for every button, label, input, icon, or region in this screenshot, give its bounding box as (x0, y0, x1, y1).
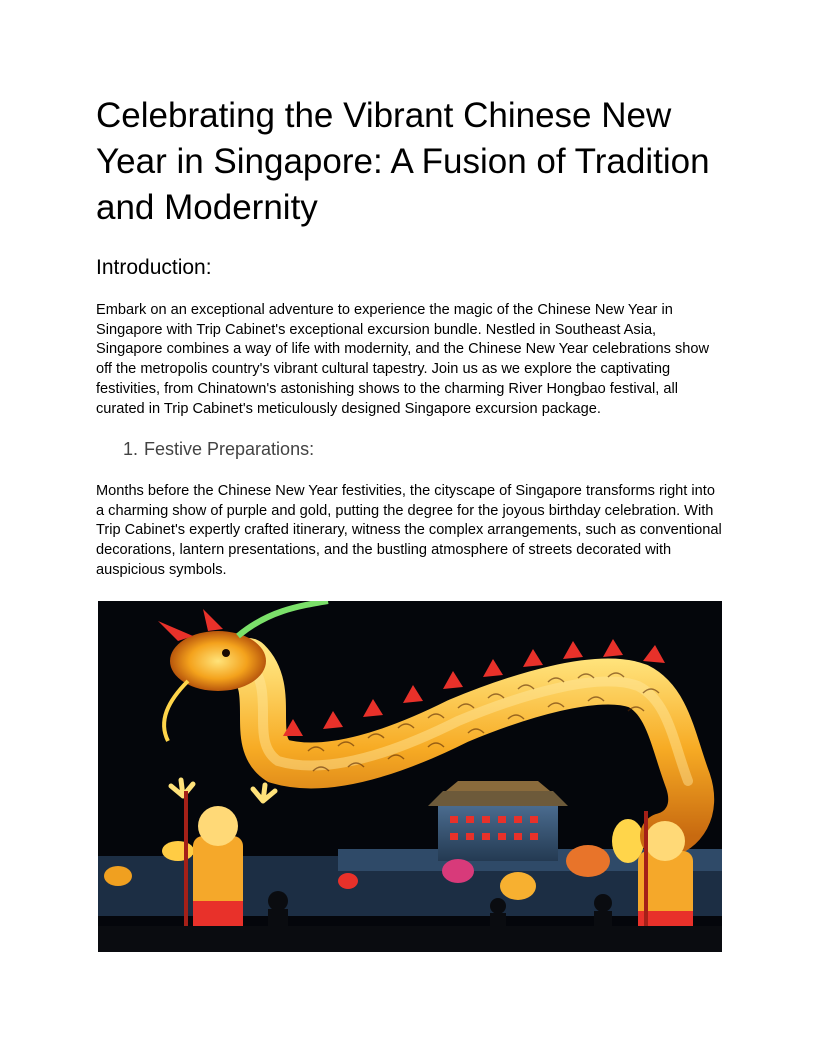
list-item-number: 1. (122, 439, 138, 459)
introduction-heading: Introduction: (96, 256, 212, 279)
section-heading: Festive Preparations: (144, 439, 315, 459)
dragon-lantern-photo (98, 601, 722, 952)
section-list (96, 437, 314, 461)
document-title: Celebrating the Vibrant Chinese New Year in Singapore: A Fusion of Tradition and Modernity (96, 96, 710, 227)
section-paragraph: Months before the Chinese New Year festivities, the cityscape of Singapore transforms right into a charming show of purple and gold, putting the degree for the joyous birthday celebration. With Trip Cabinet's expertly crafted itinerary, witness the complex arrangements, such as conventional decorations, lantern presentations, and the bustling atmosphere of streets decorated with auspicious symbols. (96, 483, 722, 578)
introduction-paragraph: Embark on an exceptional adventure to experience the magic of the Chinese New Year in Singapore with Trip Cabinet's exceptional excursion bundle. Nestled in Southeast Asia, Singapore combines a way of life with modernity, and the Chinese New Year celebrations show off the metropolis country's vibrant cultural tapestry. Join us as we explore the captivating festivities, from Chinatown's astonishing shows to the charming River Hongbao festival, all curated in Trip Cabinet's meticulously designed Singapore excursion package. (96, 302, 710, 417)
list-item (96, 437, 314, 461)
photo-illustration (98, 601, 722, 952)
